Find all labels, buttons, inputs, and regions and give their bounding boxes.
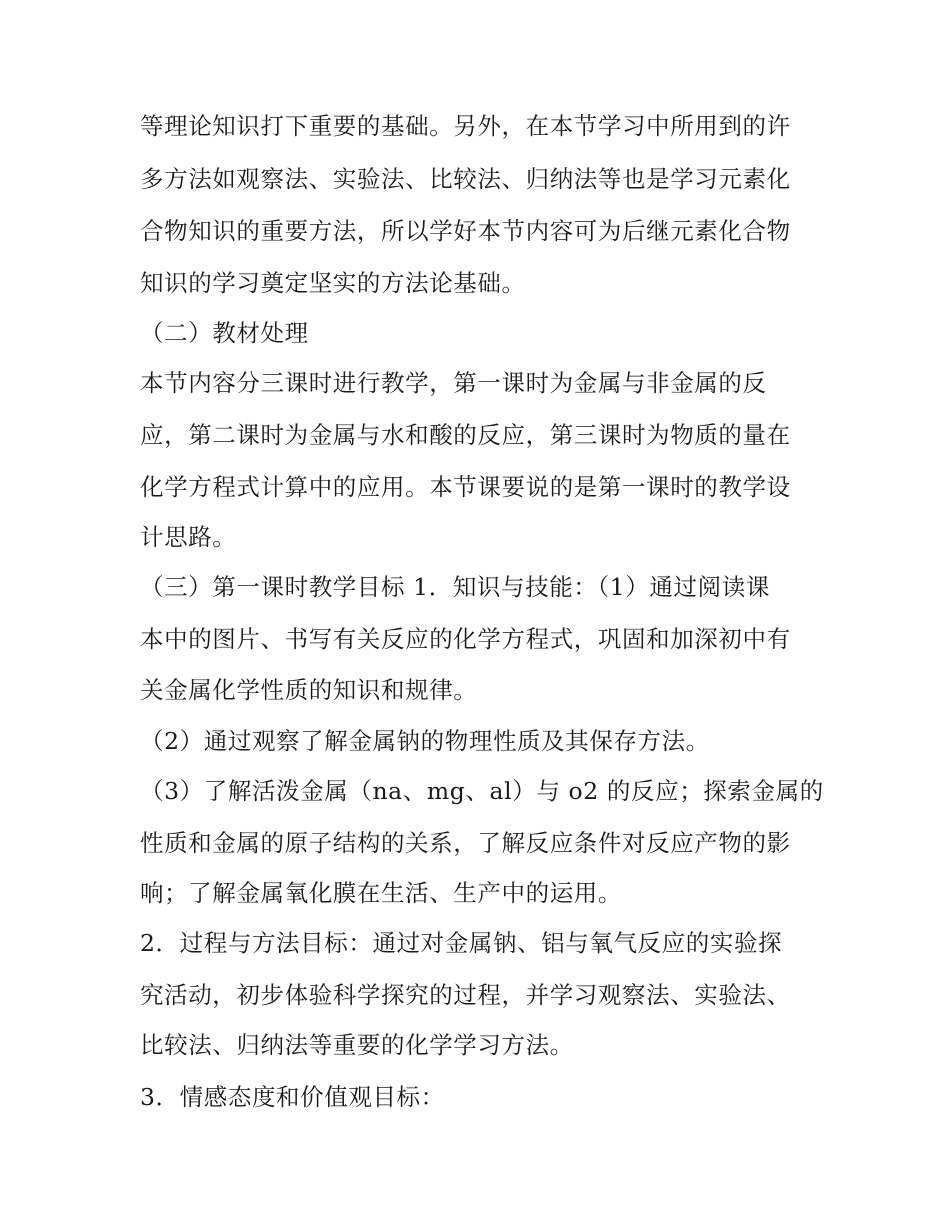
section-heading-textbook: （二）教材处理 <box>140 319 309 347</box>
text-line-9: 计思路。 <box>140 523 237 551</box>
text-line-19: 比较法、归纳法等重要的化学学习方法。 <box>140 1031 574 1059</box>
text-line-18: 究活动，初步体验科学探究的过程，并学习观察法、实验法、 <box>140 981 791 1009</box>
text-line-7: 应，第二课时为金属与水和酸的反应，第三课时为物质的量在 <box>140 421 791 449</box>
text-line-4: 知识的学习奠定坚实的方法论基础。 <box>140 269 526 297</box>
text-line-6: 本节内容分三课时进行教学，第一课时为金属与非金属的反 <box>140 369 767 397</box>
text-line-1: 等理论知识打下重要的基础。另外，在本节学习中所用到的许 <box>140 112 791 140</box>
text-line-2: 多方法如观察法、实验法、比较法、归纳法等也是学习元素化 <box>140 165 791 193</box>
text-line-12: 关金属化学性质的知识和规律。 <box>140 676 478 704</box>
text-line-15: 性质和金属的原子结构的关系，了解反应条件对反应产物的影 <box>140 829 791 857</box>
text-line-3: 合物知识的重要方法，所以学好本节内容可为后继元素化合物 <box>140 217 791 245</box>
text-line-16: 响；了解金属氧化膜在生活、生产中的运用。 <box>140 879 622 907</box>
text-line-17: 2．过程与方法目标：通过对金属钠、铝与氧气反应的实验探 <box>140 929 783 957</box>
text-line-20: 3．情感态度和价值观目标： <box>140 1083 445 1111</box>
text-line-11: 本中的图片、书写有关反应的化学方程式，巩固和加深初中有 <box>140 625 791 653</box>
text-line-8: 化学方程式计算中的应用。本节课要说的是第一课时的教学设 <box>140 473 791 501</box>
text-line-14: （3）了解活泼金属（na、mg、al）与 o2 的反应；探索金属的 <box>140 777 824 805</box>
text-line-13: （2）通过观察了解金属钠的物理性质及其保存方法。 <box>140 727 710 755</box>
section-heading-objectives: （三）第一课时教学目标 1．知识与技能：（1）通过阅读课 <box>140 573 770 601</box>
